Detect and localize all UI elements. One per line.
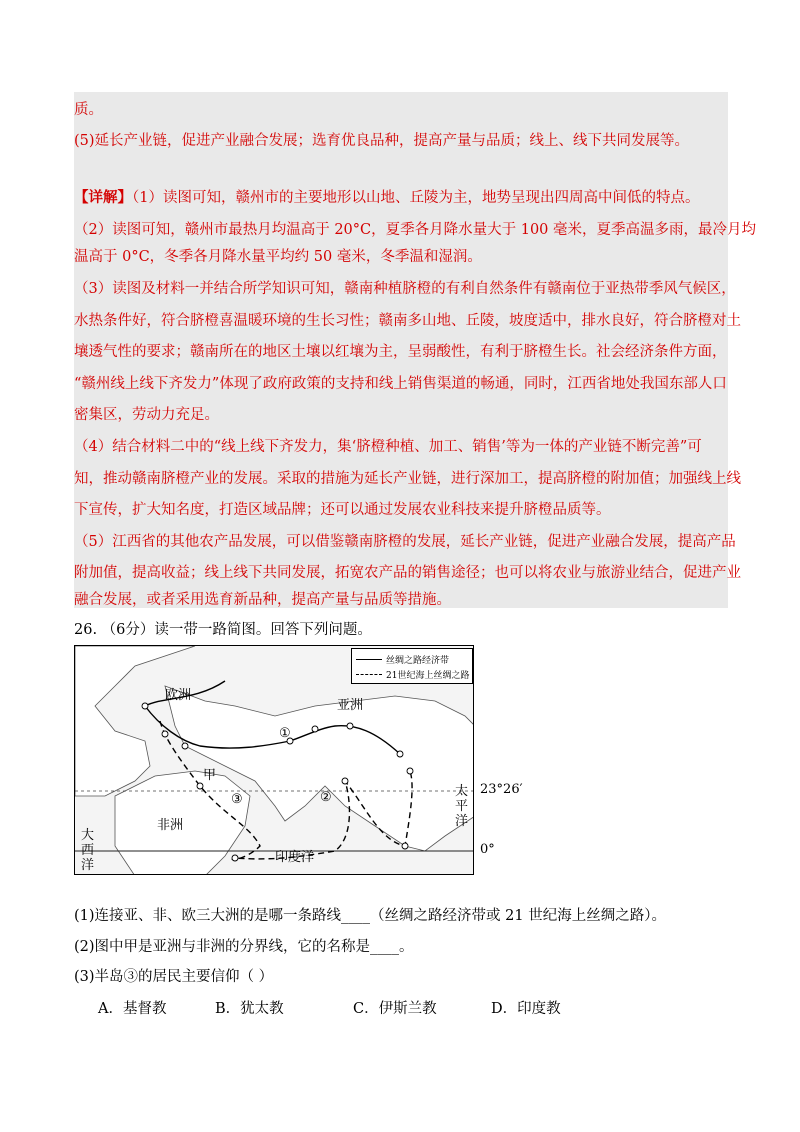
label-marker-2: ② [320,790,332,805]
detail-line: 水热条件好，符合脐橙喜温暖环境的生长习性；赣南多山地、丘陵，坡度适中，排水良好，符合脐橙对土 [74,313,741,329]
detail-line: （2）读图可知，赣州市最热月均温高于 20°C，夏季各月降水量大于 100 毫米，夏季高温多雨，最冷月均 [74,222,757,238]
option-b[interactable]: B．犹太教 [215,1001,284,1017]
detail-line: 附加值，提高收益；线上线下共同发展，拓宽农产品的销售途径；也可以将农业与旅游业结合，促进产业 [74,565,741,581]
option-c[interactable]: C．伊斯兰教 [353,1001,437,1017]
legend-item-belt: 丝绸之路经济带 [356,652,449,666]
map-legend [351,648,473,684]
label-indian-ocean: 印度洋 [275,850,315,865]
belt-and-road-map [74,645,474,875]
detail-line: 壤透气性的要求；赣南所在的地区土壤以红壤为主，呈弱酸性，有利于脐橙生长。社会经济条件方面， [74,344,727,360]
label-asia: 亚洲 [337,698,364,713]
label-europe: 欧洲 [165,688,192,703]
label-atlantic: 大西洋 [81,828,95,873]
label-marker-3: ③ [231,792,243,807]
detail-line: （5）江西省的其他农产品发展，可以借鉴赣南脐橙的发展，延长产业链，促进产业融合发展，提高产品 [74,534,736,550]
label-tropic-latitude: 23°26′ [480,782,523,797]
detail-line: （3）读图及材料一并结合所学知识可知，赣南种植脐橙的有利自然条件有赣南位于亚热带季风气候区， [74,281,736,297]
detail-line: 知，推动赣南脐橙产业的发展。采取的措施为延长产业链，进行深加工，提高脐橙的附加值；加强线上线 [74,471,741,487]
label-marker-1: ① [279,726,291,741]
legend-item-maritime: 21世纪海上丝绸之路 [356,667,469,681]
option-a[interactable]: A．基督教 [98,1001,167,1017]
label-jia: 甲 [203,768,217,783]
answer-line: (5)延长产业链，促进产业融合发展；选育优良品种，提高产量与品质；线上、线下共同发展等。 [74,133,690,149]
option-d[interactable]: D．印度教 [491,1001,561,1017]
question-header: 26. （6分）读一带一路简图。回答下列问题。 [74,622,372,638]
detail-line: “赣州线上线下齐发力”体现了政府政策的支持和线上销售渠道的畅通，同时，江西省地处我国东部人口 [74,376,727,392]
detail-line: 下宣传，扩大知名度，打造区域品牌；还可以通过发展农业科技来提升脐橙品质等。 [74,502,611,518]
label-africa: 非洲 [157,818,184,833]
detail-label: 【详解】 [74,189,132,206]
answer-line: 质。 [74,102,103,118]
label-pacific: 太平洋 [455,784,469,829]
question-sub2: (2)图中甲是亚洲与非洲的分界线，它的名称是____。 [74,939,414,955]
detail-line: 【详解】（1）读图可知，赣州市的主要地形以山地、丘陵为主，地势呈现出四周高中间低的特点。 [74,189,700,206]
detail-line: （4）结合材料二中的“线上线下齐发力，集‘脐橙种植、加工、销售’等为一体的产业链不断完善”可 [74,439,702,455]
detail-line: 融合发展，或者采用选育新品种，提高产量与品质等措施。 [74,592,451,608]
label-equator-latitude: 0° [480,842,495,857]
question-sub3: (3)半岛③的居民主要信仰（ ） [74,969,274,985]
detail-line: 密集区，劳动力充足。 [74,407,219,423]
detail-line: 温高于 0°C，冬季各月降水量平均约 50 毫米，冬季温和湿润。 [74,249,482,265]
question-sub1: (1)连接亚、非、欧三大洲的是哪一条路线____（丝绸之路经济带或 21 世纪海上丝绸之路）。 [74,908,666,924]
